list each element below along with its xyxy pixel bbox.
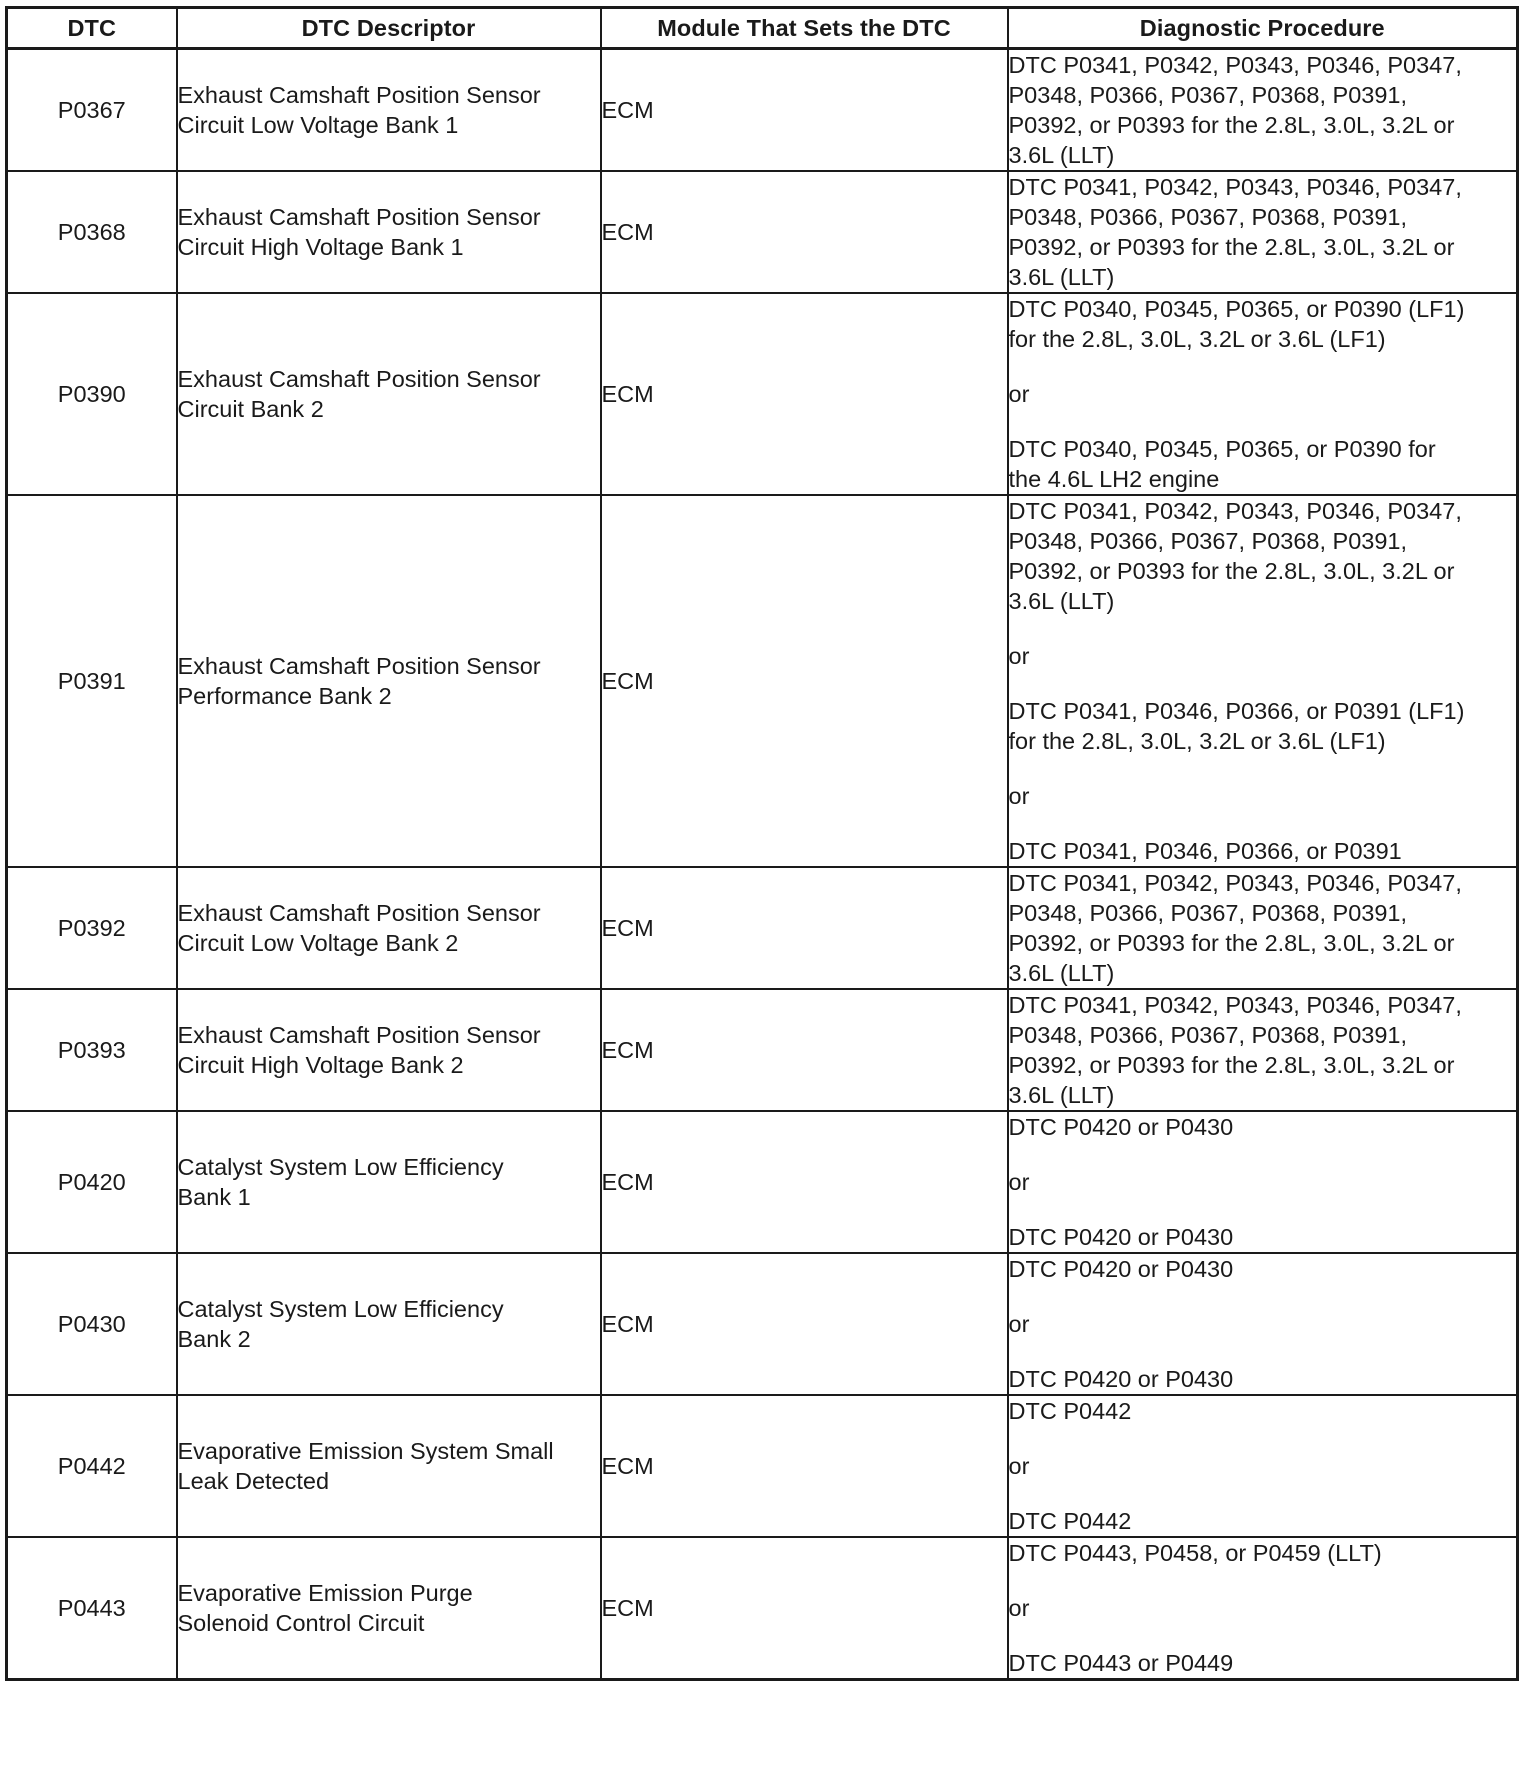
procedure-line: 3.6L (LLT) [1008,1082,1115,1108]
procedure-line: 3.6L (LLT) [1008,588,1115,614]
diagnostic-procedure-cell [1008,1253,1518,1395]
procedure-line: DTC P0420 or P0430 [1008,1256,1234,1282]
descriptor-line: Exhaust Camshaft Position Sensor [177,82,541,108]
dtc-code: P0367 [57,97,126,123]
dtc-code-cell [7,495,177,867]
header-diagnostic-procedure: Diagnostic Procedure [1008,8,1518,49]
dtc-code: P0368 [57,219,126,245]
dtc-code: P0430 [57,1311,126,1337]
dtc-code-cell [7,1253,177,1395]
descriptor-line: Catalyst System Low Efficiency [177,1154,504,1180]
descriptor-line: Circuit High Voltage Bank 2 [177,1052,464,1078]
procedure-paragraph [1009,1364,1517,1394]
procedure-line: DTC P0420 or P0430 [1008,1114,1234,1140]
dtc-code: P0392 [57,915,126,941]
table-row [7,1111,1518,1253]
procedure-line: DTC P0341, P0342, P0343, P0346, P0347, [1008,870,1462,896]
dtc-descriptor-cell [177,1537,601,1680]
descriptor-line: Catalyst System Low Efficiency [177,1296,504,1322]
procedure-paragraph [1009,1538,1517,1568]
procedure-paragraph [1009,434,1517,494]
table-header [7,8,1518,49]
procedure-line: P0348, P0366, P0367, P0368, P0391, [1008,82,1408,108]
descriptor-line: Bank 1 [177,1184,251,1210]
dtc-code: P0443 [57,1595,126,1621]
procedure-line: P0392, or P0393 for the 2.8L, 3.0L, 3.2L or [1008,558,1455,584]
procedure-line: P0392, or P0393 for the 2.8L, 3.0L, 3.2L or [1008,112,1455,138]
module-cell [601,867,1008,989]
dtc-descriptor-cell [177,49,601,172]
descriptor-line: Leak Detected [177,1468,330,1494]
procedure-line: P0392, or P0393 for the 2.8L, 3.0L, 3.2L or [1008,234,1455,260]
procedure-line: for the 2.8L, 3.0L, 3.2L or 3.6L (LF1) [1008,728,1386,754]
procedure-line: DTC P0442 [1008,1508,1132,1534]
procedure-line: DTC P0443 or P0449 [1008,1650,1234,1676]
procedure-line: or [1008,1311,1030,1337]
module-cell [601,293,1008,495]
header-row [7,8,1518,49]
descriptor-line: Circuit Low Voltage Bank 2 [177,930,459,956]
dtc-code: P0390 [57,381,126,407]
procedure-line: P0348, P0366, P0367, P0368, P0391, [1008,204,1408,230]
descriptor-line: Circuit Bank 2 [177,396,324,422]
dtc-code-cell [7,989,177,1111]
procedure-paragraph [1009,990,1517,1110]
dtc-table [5,6,1519,1681]
procedure-paragraph [1009,1167,1517,1197]
table-row [7,495,1518,867]
header-dtc-descriptor: DTC Descriptor [177,8,601,49]
procedure-line: or [1008,381,1030,407]
descriptor-line: Exhaust Camshaft Position Sensor [177,900,541,926]
module-cell [601,989,1008,1111]
dtc-code: P0391 [57,668,126,694]
procedure-paragraph [1009,641,1517,671]
procedure-line: 3.6L (LLT) [1008,960,1115,986]
dtc-code: P0393 [57,1037,126,1063]
procedure-paragraph [1009,868,1517,988]
table-row [7,1395,1518,1537]
procedure-line: DTC P0443, P0458, or P0459 (LLT) [1008,1540,1382,1566]
table-row [7,989,1518,1111]
procedure-line: DTC P0340, P0345, P0365, or P0390 for [1008,436,1436,462]
dtc-descriptor-cell [177,1395,601,1537]
descriptor-line: Circuit High Voltage Bank 1 [177,234,464,260]
table-row [7,867,1518,989]
dtc-code-cell [7,867,177,989]
table-row [7,1537,1518,1680]
table-row [7,1253,1518,1395]
dtc-code-cell [7,1395,177,1537]
procedure-line: DTC P0442 [1008,1398,1132,1424]
module-name: ECM [601,1595,654,1621]
procedure-paragraph [1009,1451,1517,1481]
procedure-paragraph [1009,781,1517,811]
descriptor-line: Circuit Low Voltage Bank 1 [177,112,459,138]
diagnostic-procedure-cell [1008,49,1518,172]
module-name: ECM [601,381,654,407]
procedure-line: or [1008,783,1030,809]
procedure-line: DTC P0341, P0342, P0343, P0346, P0347, [1008,498,1462,524]
module-cell [601,1395,1008,1537]
procedure-line: P0392, or P0393 for the 2.8L, 3.0L, 3.2L or [1008,930,1455,956]
dtc-code-cell [7,171,177,293]
procedure-paragraph [1009,50,1517,170]
dtc-descriptor-cell [177,1253,601,1395]
procedure-line: DTC P0340, P0345, P0365, or P0390 (LF1) [1008,296,1465,322]
module-name: ECM [601,1311,654,1337]
procedure-paragraph [1009,496,1517,616]
procedure-line: the 4.6L LH2 engine [1008,466,1220,492]
procedure-line: P0348, P0366, P0367, P0368, P0391, [1008,900,1408,926]
diagnostic-procedure-cell [1008,171,1518,293]
module-name: ECM [601,1037,654,1063]
module-cell [601,171,1008,293]
module-cell [601,49,1008,172]
procedure-line: P0392, or P0393 for the 2.8L, 3.0L, 3.2L or [1008,1052,1455,1078]
dtc-descriptor-cell [177,495,601,867]
diagnostic-procedure-cell [1008,989,1518,1111]
table-row [7,171,1518,293]
procedure-paragraph [1009,1309,1517,1339]
procedure-paragraph [1009,1506,1517,1536]
module-cell [601,495,1008,867]
diagnostic-procedure-cell [1008,293,1518,495]
procedure-paragraph [1009,1112,1517,1142]
procedure-line: DTC P0341, P0342, P0343, P0346, P0347, [1008,174,1462,200]
table-row [7,293,1518,495]
descriptor-line: Exhaust Camshaft Position Sensor [177,1022,541,1048]
diagnostic-procedure-cell [1008,495,1518,867]
procedure-line: or [1008,1169,1030,1195]
procedure-line: DTC P0341, P0342, P0343, P0346, P0347, [1008,52,1462,78]
dtc-code-cell [7,1537,177,1680]
procedure-paragraph [1009,1593,1517,1623]
procedure-paragraph [1009,836,1517,866]
procedure-paragraph [1009,1648,1517,1678]
module-cell [601,1111,1008,1253]
table-row [7,49,1518,172]
procedure-line: or [1008,1595,1030,1621]
procedure-paragraph [1009,696,1517,756]
procedure-line: P0348, P0366, P0367, P0368, P0391, [1008,528,1408,554]
module-name: ECM [601,668,654,694]
procedure-paragraph [1009,379,1517,409]
procedure-line: for the 2.8L, 3.0L, 3.2L or 3.6L (LF1) [1008,326,1386,352]
procedure-paragraph [1009,1396,1517,1426]
procedure-paragraph [1009,172,1517,292]
descriptor-line: Bank 2 [177,1326,251,1352]
dtc-descriptor-cell [177,989,601,1111]
descriptor-line: Exhaust Camshaft Position Sensor [177,653,541,679]
procedure-line: or [1008,643,1030,669]
dtc-descriptor-cell [177,171,601,293]
procedure-line: DTC P0341, P0342, P0343, P0346, P0347, [1008,992,1462,1018]
module-name: ECM [601,915,654,941]
module-name: ECM [601,1169,654,1195]
diagnostic-procedure-cell [1008,1395,1518,1537]
procedure-line: DTC P0341, P0346, P0366, or P0391 (LF1) [1008,698,1465,724]
procedure-paragraph [1009,1254,1517,1284]
procedure-paragraph [1009,294,1517,354]
module-name: ECM [601,219,654,245]
dtc-code: P0442 [57,1453,126,1479]
procedure-line: DTC P0420 or P0430 [1008,1366,1234,1392]
procedure-paragraph [1009,1222,1517,1252]
procedure-line: 3.6L (LLT) [1008,264,1115,290]
dtc-code-cell [7,1111,177,1253]
procedure-line: or [1008,1453,1030,1479]
descriptor-line: Evaporative Emission System Small [177,1438,554,1464]
descriptor-line: Solenoid Control Circuit [177,1610,425,1636]
diagnostic-procedure-cell [1008,1111,1518,1253]
module-name: ECM [601,1453,654,1479]
header-dtc: DTC [7,8,177,49]
module-cell [601,1253,1008,1395]
descriptor-line: Exhaust Camshaft Position Sensor [177,366,541,392]
descriptor-line: Performance Bank 2 [177,683,392,709]
dtc-code: P0420 [57,1169,126,1195]
diagnostic-procedure-cell [1008,1537,1518,1680]
diagnostic-procedure-cell [1008,867,1518,989]
procedure-line: DTC P0341, P0346, P0366, or P0391 [1008,838,1402,864]
procedure-line: DTC P0420 or P0430 [1008,1224,1234,1250]
module-name: ECM [601,97,654,123]
dtc-descriptor-cell [177,293,601,495]
module-cell [601,1537,1008,1680]
dtc-descriptor-cell [177,1111,601,1253]
dtc-code-cell [7,293,177,495]
dtc-code-cell [7,49,177,172]
descriptor-line: Exhaust Camshaft Position Sensor [177,204,541,230]
dtc-descriptor-cell [177,867,601,989]
header-module: Module That Sets the DTC [601,8,1008,49]
descriptor-line: Evaporative Emission Purge [177,1580,473,1606]
table-body [7,49,1518,1680]
procedure-line: P0348, P0366, P0367, P0368, P0391, [1008,1022,1408,1048]
procedure-line: 3.6L (LLT) [1008,142,1115,168]
